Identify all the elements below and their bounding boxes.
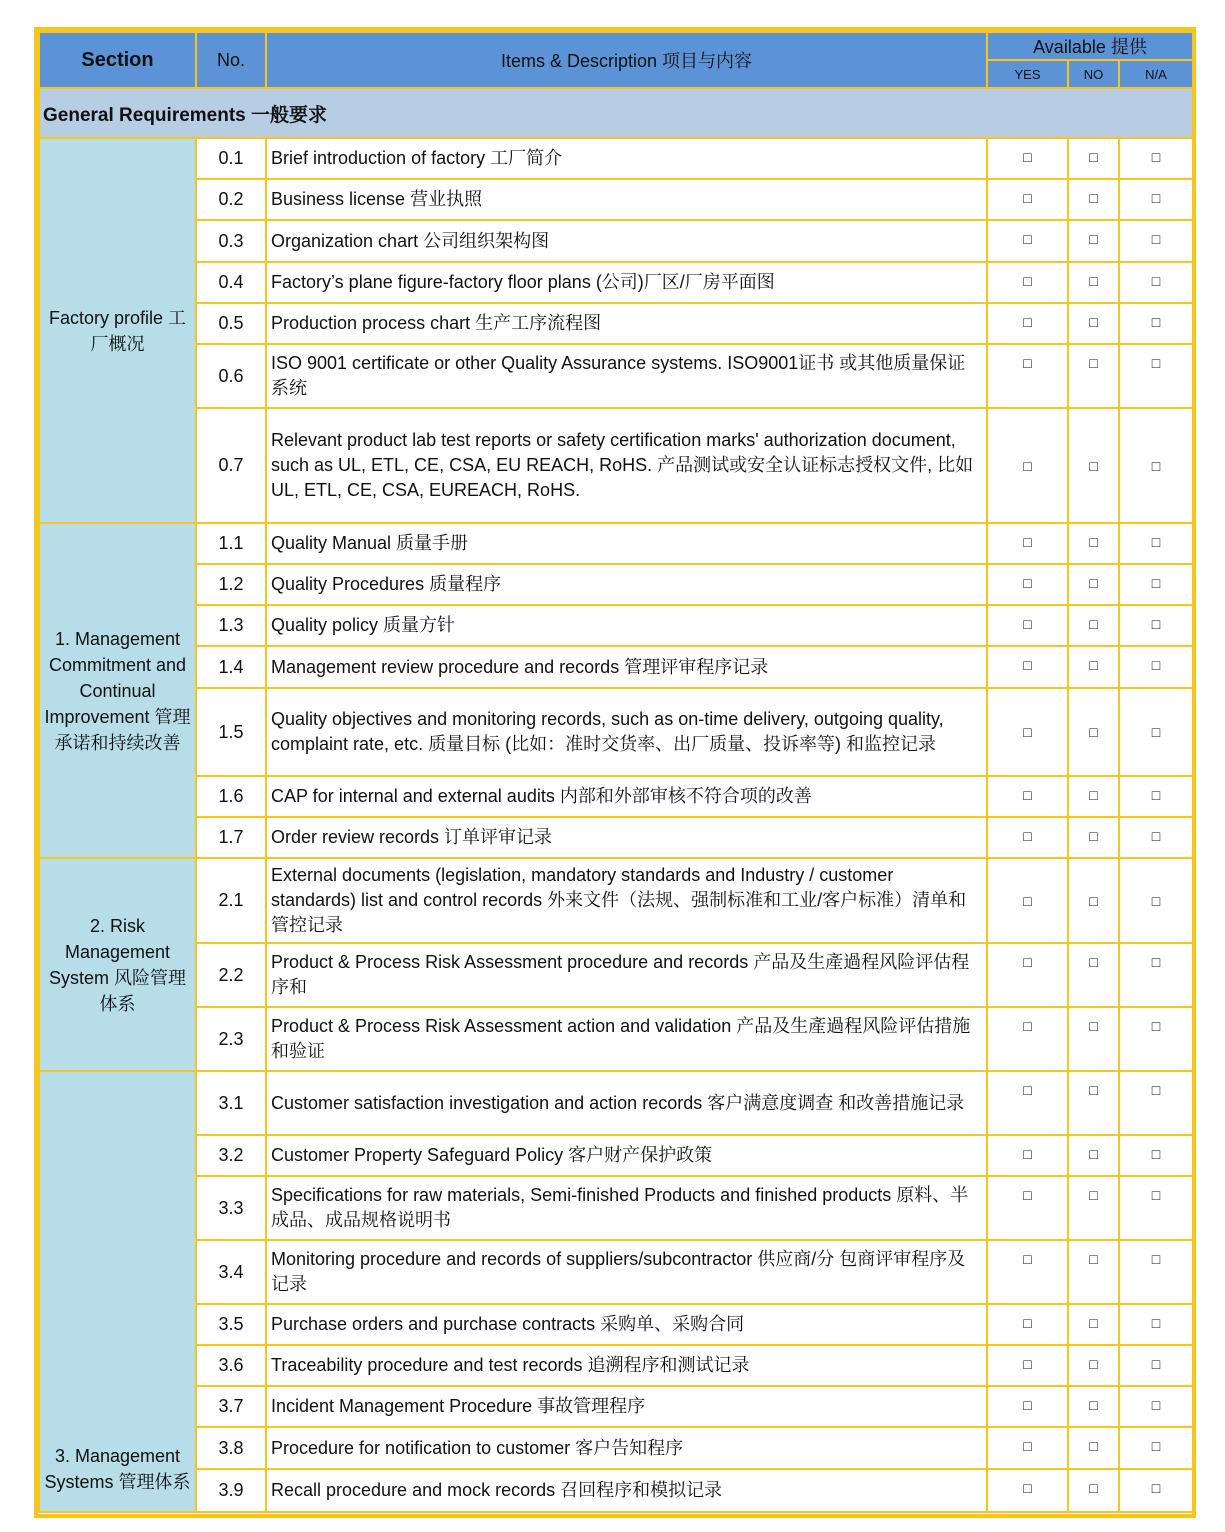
item-description: External documents (legislation, mandatory standards and Industry / customer standards) list and control records 外来文件（法规、强制标准和工业/客户标准）清单和管控记录 (266, 858, 987, 943)
table-row (39, 1176, 1193, 1240)
checkbox-yes[interactable]: □ (987, 1176, 1068, 1240)
table-row (39, 1345, 1193, 1386)
item-number: 1.1 (196, 523, 266, 564)
checkbox-no[interactable]: □ (1068, 646, 1119, 688)
table-row (39, 1240, 1193, 1304)
checkbox-yes[interactable]: □ (987, 776, 1068, 817)
item-description: Quality Manual 质量手册 (266, 523, 987, 564)
item-description: Purchase orders and purchase contracts 采购单、采购合同 (266, 1304, 987, 1345)
item-description: Business license 营业执照 (266, 179, 987, 220)
checkbox-na[interactable]: □ (1119, 138, 1193, 179)
item-number: 3.2 (196, 1135, 266, 1176)
checkbox-na[interactable]: □ (1119, 262, 1193, 303)
checkbox-no[interactable]: □ (1068, 408, 1119, 523)
checkbox-no[interactable]: □ (1068, 1304, 1119, 1345)
checkbox-na[interactable]: □ (1119, 1386, 1193, 1427)
item-number: 1.2 (196, 564, 266, 605)
checklist-table (38, 31, 1194, 1513)
checkbox-no[interactable]: □ (1068, 1007, 1119, 1071)
table-row (39, 1071, 1193, 1135)
item-description: Recall procedure and mock records 召回程序和模拟记录 (266, 1469, 987, 1512)
item-description: Product & Process Risk Assessment procedure and records 产品及生產過程风险评估程序和 (266, 943, 987, 1007)
table-row (39, 179, 1193, 220)
checkbox-na[interactable]: □ (1119, 605, 1193, 646)
checkbox-no[interactable]: □ (1068, 688, 1119, 776)
item-number: 1.3 (196, 605, 266, 646)
checkbox-yes[interactable]: □ (987, 344, 1068, 408)
item-number: 3.8 (196, 1427, 266, 1469)
section-label: 3. Management Systems 管理体系 (39, 1071, 196, 1512)
item-number: 2.2 (196, 943, 266, 1007)
checkbox-yes[interactable]: □ (987, 1071, 1068, 1135)
checkbox-na[interactable]: □ (1119, 1007, 1193, 1071)
table-row (39, 943, 1193, 1007)
item-number: 0.3 (196, 220, 266, 262)
checkbox-na[interactable]: □ (1119, 858, 1193, 943)
item-description: Quality Procedures 质量程序 (266, 564, 987, 605)
checkbox-no[interactable]: □ (1068, 858, 1119, 943)
table-row (39, 1427, 1193, 1469)
table-row (39, 523, 1193, 564)
checkbox-yes[interactable]: □ (987, 1386, 1068, 1427)
checkbox-yes[interactable]: □ (987, 564, 1068, 605)
table-row (39, 1386, 1193, 1427)
item-number: 0.5 (196, 303, 266, 344)
item-description: Production process chart 生产工序流程图 (266, 303, 987, 344)
item-description: Brief introduction of factory 工厂简介 (266, 138, 987, 179)
checkbox-no[interactable]: □ (1068, 564, 1119, 605)
item-description: Product & Process Risk Assessment action and validation 产品及生產過程风险评估措施和验证 (266, 1007, 987, 1071)
item-description: Specifications for raw materials, Semi-finished Products and finished products 原料、半成品、成品规格说明书 (266, 1176, 987, 1240)
table-row (39, 817, 1193, 858)
checkbox-na[interactable]: □ (1119, 646, 1193, 688)
item-description: Factory’s plane figure-factory floor plans (公司)厂区/厂房平面图 (266, 262, 987, 303)
item-description: CAP for internal and external audits 内部和外部审核不符合项的改善 (266, 776, 987, 817)
table-row (39, 138, 1193, 179)
table-row (39, 220, 1193, 262)
checkbox-yes[interactable]: □ (987, 817, 1068, 858)
checkbox-yes[interactable]: □ (987, 605, 1068, 646)
item-description: ISO 9001 certificate or other Quality Assurance systems. ISO9001证书 或其他质量保证系统 (266, 344, 987, 408)
header-yes: YES (987, 60, 1068, 88)
checkbox-na[interactable]: □ (1119, 1176, 1193, 1240)
item-number: 3.9 (196, 1469, 266, 1512)
checkbox-yes[interactable]: □ (987, 943, 1068, 1007)
checkbox-no[interactable]: □ (1068, 303, 1119, 344)
checkbox-no[interactable]: □ (1068, 344, 1119, 408)
item-number: 1.6 (196, 776, 266, 817)
checkbox-na[interactable]: □ (1119, 344, 1193, 408)
table-row (39, 688, 1193, 776)
item-number: 3.1 (196, 1071, 266, 1135)
section-label: 1. Management Commitment and Continual Improvement 管理承诺和持续改善 (39, 523, 196, 858)
table-row (39, 344, 1193, 408)
checkbox-na[interactable]: □ (1119, 1135, 1193, 1176)
item-description: Customer Property Safeguard Policy 客户财产保护政策 (266, 1135, 987, 1176)
checkbox-no[interactable]: □ (1068, 817, 1119, 858)
table-row (39, 262, 1193, 303)
checkbox-yes[interactable]: □ (987, 179, 1068, 220)
checkbox-no[interactable]: □ (1068, 1469, 1119, 1512)
item-number: 0.1 (196, 138, 266, 179)
general-requirements-heading: General Requirements 一般要求 (39, 88, 1193, 138)
checkbox-na[interactable]: □ (1119, 523, 1193, 564)
checkbox-no[interactable]: □ (1068, 1135, 1119, 1176)
checkbox-na[interactable]: □ (1119, 1071, 1193, 1135)
item-description: Traceability procedure and test records 追溯程序和测试记录 (266, 1345, 987, 1386)
checkbox-no[interactable]: □ (1068, 1345, 1119, 1386)
item-description: Organization chart 公司组织架构图 (266, 220, 987, 262)
checkbox-na[interactable]: □ (1119, 408, 1193, 523)
checkbox-no[interactable]: □ (1068, 179, 1119, 220)
checkbox-na[interactable]: □ (1119, 564, 1193, 605)
checkbox-no[interactable]: □ (1068, 1240, 1119, 1304)
header-no-col: NO (1068, 60, 1119, 88)
table-row (39, 303, 1193, 344)
checkbox-no[interactable]: □ (1068, 776, 1119, 817)
checkbox-na[interactable]: □ (1119, 776, 1193, 817)
item-number: 3.7 (196, 1386, 266, 1427)
item-number: 3.6 (196, 1345, 266, 1386)
checkbox-na[interactable]: □ (1119, 179, 1193, 220)
item-number: 1.4 (196, 646, 266, 688)
header-section: Section (39, 32, 196, 88)
item-number: 0.2 (196, 179, 266, 220)
table-row (39, 1135, 1193, 1176)
item-number: 2.1 (196, 858, 266, 943)
checkbox-yes[interactable]: □ (987, 303, 1068, 344)
checkbox-yes[interactable]: □ (987, 646, 1068, 688)
checkbox-na[interactable]: □ (1119, 688, 1193, 776)
checkbox-na[interactable]: □ (1119, 303, 1193, 344)
table-row (39, 776, 1193, 817)
item-number: 0.4 (196, 262, 266, 303)
checkbox-yes[interactable]: □ (987, 1345, 1068, 1386)
header-items: Items & Description 项目与内容 (266, 32, 987, 88)
checkbox-no[interactable]: □ (1068, 220, 1119, 262)
item-description: Order review records 订单评审记录 (266, 817, 987, 858)
item-description: Management review procedure and records 管理评审程序记录 (266, 646, 987, 688)
item-number: 3.3 (196, 1176, 266, 1240)
checkbox-yes[interactable]: □ (987, 220, 1068, 262)
checkbox-no[interactable]: □ (1068, 1386, 1119, 1427)
checkbox-yes[interactable]: □ (987, 688, 1068, 776)
header-no: No. (196, 32, 266, 88)
checkbox-na[interactable]: □ (1119, 1304, 1193, 1345)
table-row (39, 605, 1193, 646)
item-number: 1.7 (196, 817, 266, 858)
item-number: 0.6 (196, 344, 266, 408)
item-description: Quality policy 质量方针 (266, 605, 987, 646)
checkbox-no[interactable]: □ (1068, 605, 1119, 646)
table-row (39, 646, 1193, 688)
header-available: Available 提供 (987, 32, 1193, 60)
item-description: Customer satisfaction investigation and action records 客户满意度调查 和改善措施记录 (266, 1071, 987, 1135)
item-number: 1.5 (196, 688, 266, 776)
checkbox-yes[interactable]: □ (987, 1135, 1068, 1176)
table-row (39, 564, 1193, 605)
item-description: Monitoring procedure and records of suppliers/subcontractor 供应商/分 包商评审程序及记录 (266, 1240, 987, 1304)
checkbox-no[interactable]: □ (1068, 1071, 1119, 1135)
header-na: N/A (1119, 60, 1193, 88)
checkbox-na[interactable]: □ (1119, 1240, 1193, 1304)
item-number: 3.4 (196, 1240, 266, 1304)
section-label: 2. Risk Management System 风险管理体系 (39, 858, 196, 1071)
item-number: 3.5 (196, 1304, 266, 1345)
table-row (39, 1469, 1193, 1512)
checkbox-no[interactable]: □ (1068, 262, 1119, 303)
item-description: Incident Management Procedure 事故管理程序 (266, 1386, 987, 1427)
checkbox-no[interactable]: □ (1068, 943, 1119, 1007)
section-label: Factory profile 工厂概况 (39, 138, 196, 523)
table-row (39, 1007, 1193, 1071)
checkbox-no[interactable]: □ (1068, 1427, 1119, 1469)
checkbox-na[interactable]: □ (1119, 220, 1193, 262)
checkbox-na[interactable]: □ (1119, 817, 1193, 858)
checkbox-yes[interactable]: □ (987, 262, 1068, 303)
item-number: 0.7 (196, 408, 266, 523)
item-description: Quality objectives and monitoring records, such as on-time delivery, outgoing quality, complaint rate, etc. 质量目标 (比如：准时交货率、出厂质量、投诉率等) 和监控记录 (266, 688, 987, 776)
checkbox-yes[interactable]: □ (987, 858, 1068, 943)
checkbox-yes[interactable]: □ (987, 138, 1068, 179)
table-row (39, 858, 1193, 943)
checkbox-yes[interactable]: □ (987, 1007, 1068, 1071)
checkbox-yes[interactable]: □ (987, 1304, 1068, 1345)
table-row (39, 408, 1193, 523)
checkbox-yes[interactable]: □ (987, 1469, 1068, 1512)
checkbox-yes[interactable]: □ (987, 408, 1068, 523)
checkbox-na[interactable]: □ (1119, 1427, 1193, 1469)
checkbox-yes[interactable]: □ (987, 523, 1068, 564)
item-description: Procedure for notification to customer 客户告知程序 (266, 1427, 987, 1469)
checkbox-na[interactable]: □ (1119, 943, 1193, 1007)
checkbox-yes[interactable]: □ (987, 1427, 1068, 1469)
table-row (39, 1304, 1193, 1345)
checkbox-no[interactable]: □ (1068, 138, 1119, 179)
item-description: Relevant product lab test reports or safety certification marks' authorization document, such as UL, ETL, CE, CSA, EU REACH, RoHS. 产品测试或安全认证标志授权文件, 比如 UL, ETL, CE, CSA, EUREACH, RoHS. (266, 408, 987, 523)
checkbox-yes[interactable]: □ (987, 1240, 1068, 1304)
checkbox-na[interactable]: □ (1119, 1345, 1193, 1386)
item-number: 2.3 (196, 1007, 266, 1071)
checkbox-no[interactable]: □ (1068, 1176, 1119, 1240)
checkbox-no[interactable]: □ (1068, 523, 1119, 564)
checkbox-na[interactable]: □ (1119, 1469, 1193, 1512)
